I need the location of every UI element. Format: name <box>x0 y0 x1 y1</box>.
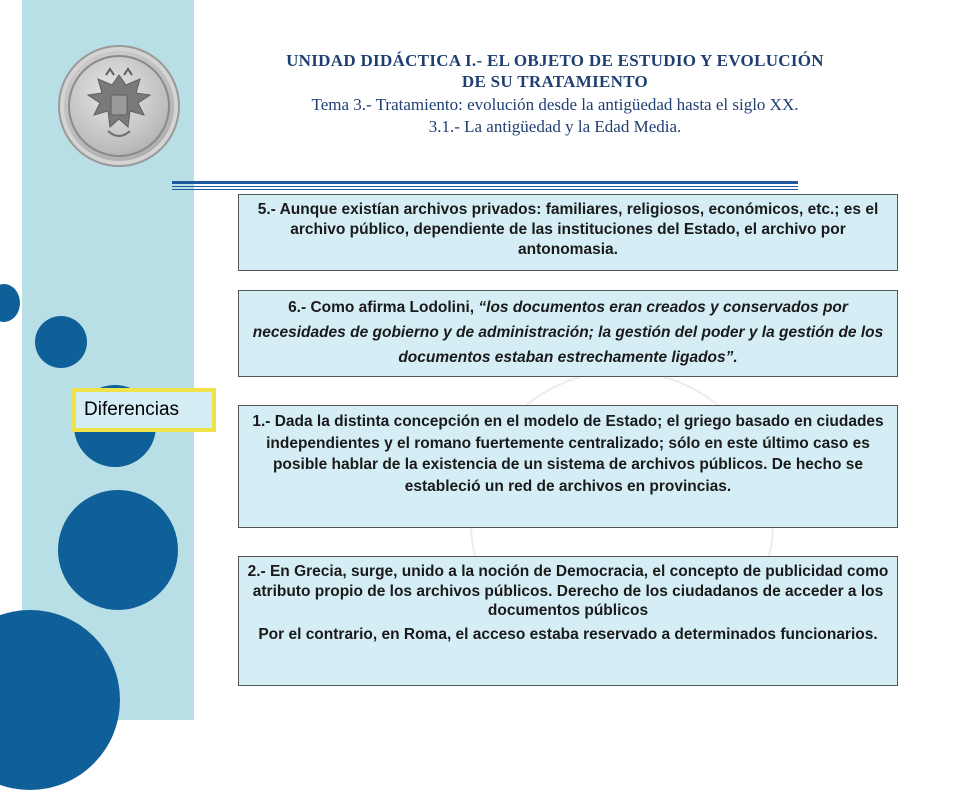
decor-circle-1 <box>0 284 20 322</box>
point-2-text-b: Por el contrario, en Roma, el acceso estaba reservado a determinados funcionarios. <box>258 625 878 643</box>
point-2-text-a: 2.- En Grecia, surge, unido a la noción de Democracia, el concepto de publicidad como atributo propio de los archivos públicos. Derecho de los ciudadanos de acceder a los documentos públicos <box>247 563 889 619</box>
decor-circle-4 <box>58 490 178 610</box>
eagle-seal-icon <box>58 45 180 167</box>
header-divider-2 <box>172 186 798 187</box>
point-2-box <box>238 556 898 686</box>
point-6-quote: “los documentos eran creados y conservados por necesidades de gobierno y de administración; la gestión del poder y la gestión de los documentos estaban estrechamente ligados”. <box>252 299 884 366</box>
point-1-text: 1.- Dada la distinta concepción en el modelo de Estado; el griego basado en ciudades independientes y el romano fuertemente centralizado; sólo en este último caso es posible hablar de la existencia de un sistema de archivos públicos. De hecho se estableció un red de archivos en provincias. <box>252 413 884 495</box>
section-title: 3.1.- La antigüedad y la Edad Media. <box>428 117 682 136</box>
header-divider-1 <box>172 181 798 184</box>
point-6-box <box>238 290 898 377</box>
point-6-lead: 6.- Como afirma Lodolini, <box>288 299 479 316</box>
point-6-text <box>245 295 891 370</box>
decor-circle-2 <box>35 316 87 368</box>
diferencias-label: Diferencias <box>72 388 216 432</box>
slide-header <box>222 50 888 138</box>
point-1-box <box>238 405 898 528</box>
topic-subtitle: Tema 3.- Tratamiento: evolución desde la antigüedad hasta el siglo XX. <box>311 95 799 114</box>
header-divider-3 <box>172 189 798 190</box>
point-5-text: 5.- Aunque existían archivos privados: familiares, religiosos, económicos, etc.; es el archivo público, dependiente de las instituciones del Estado, el archivo por antonomasia. <box>257 201 879 258</box>
point-5-box <box>238 194 898 271</box>
unit-title-line1: UNIDAD DIDÁCTICA I.- EL OBJETO DE ESTUDIO Y EVOLUCIÓN <box>286 51 824 70</box>
unit-title-line2: DE SU TRATAMIENTO <box>461 72 649 91</box>
